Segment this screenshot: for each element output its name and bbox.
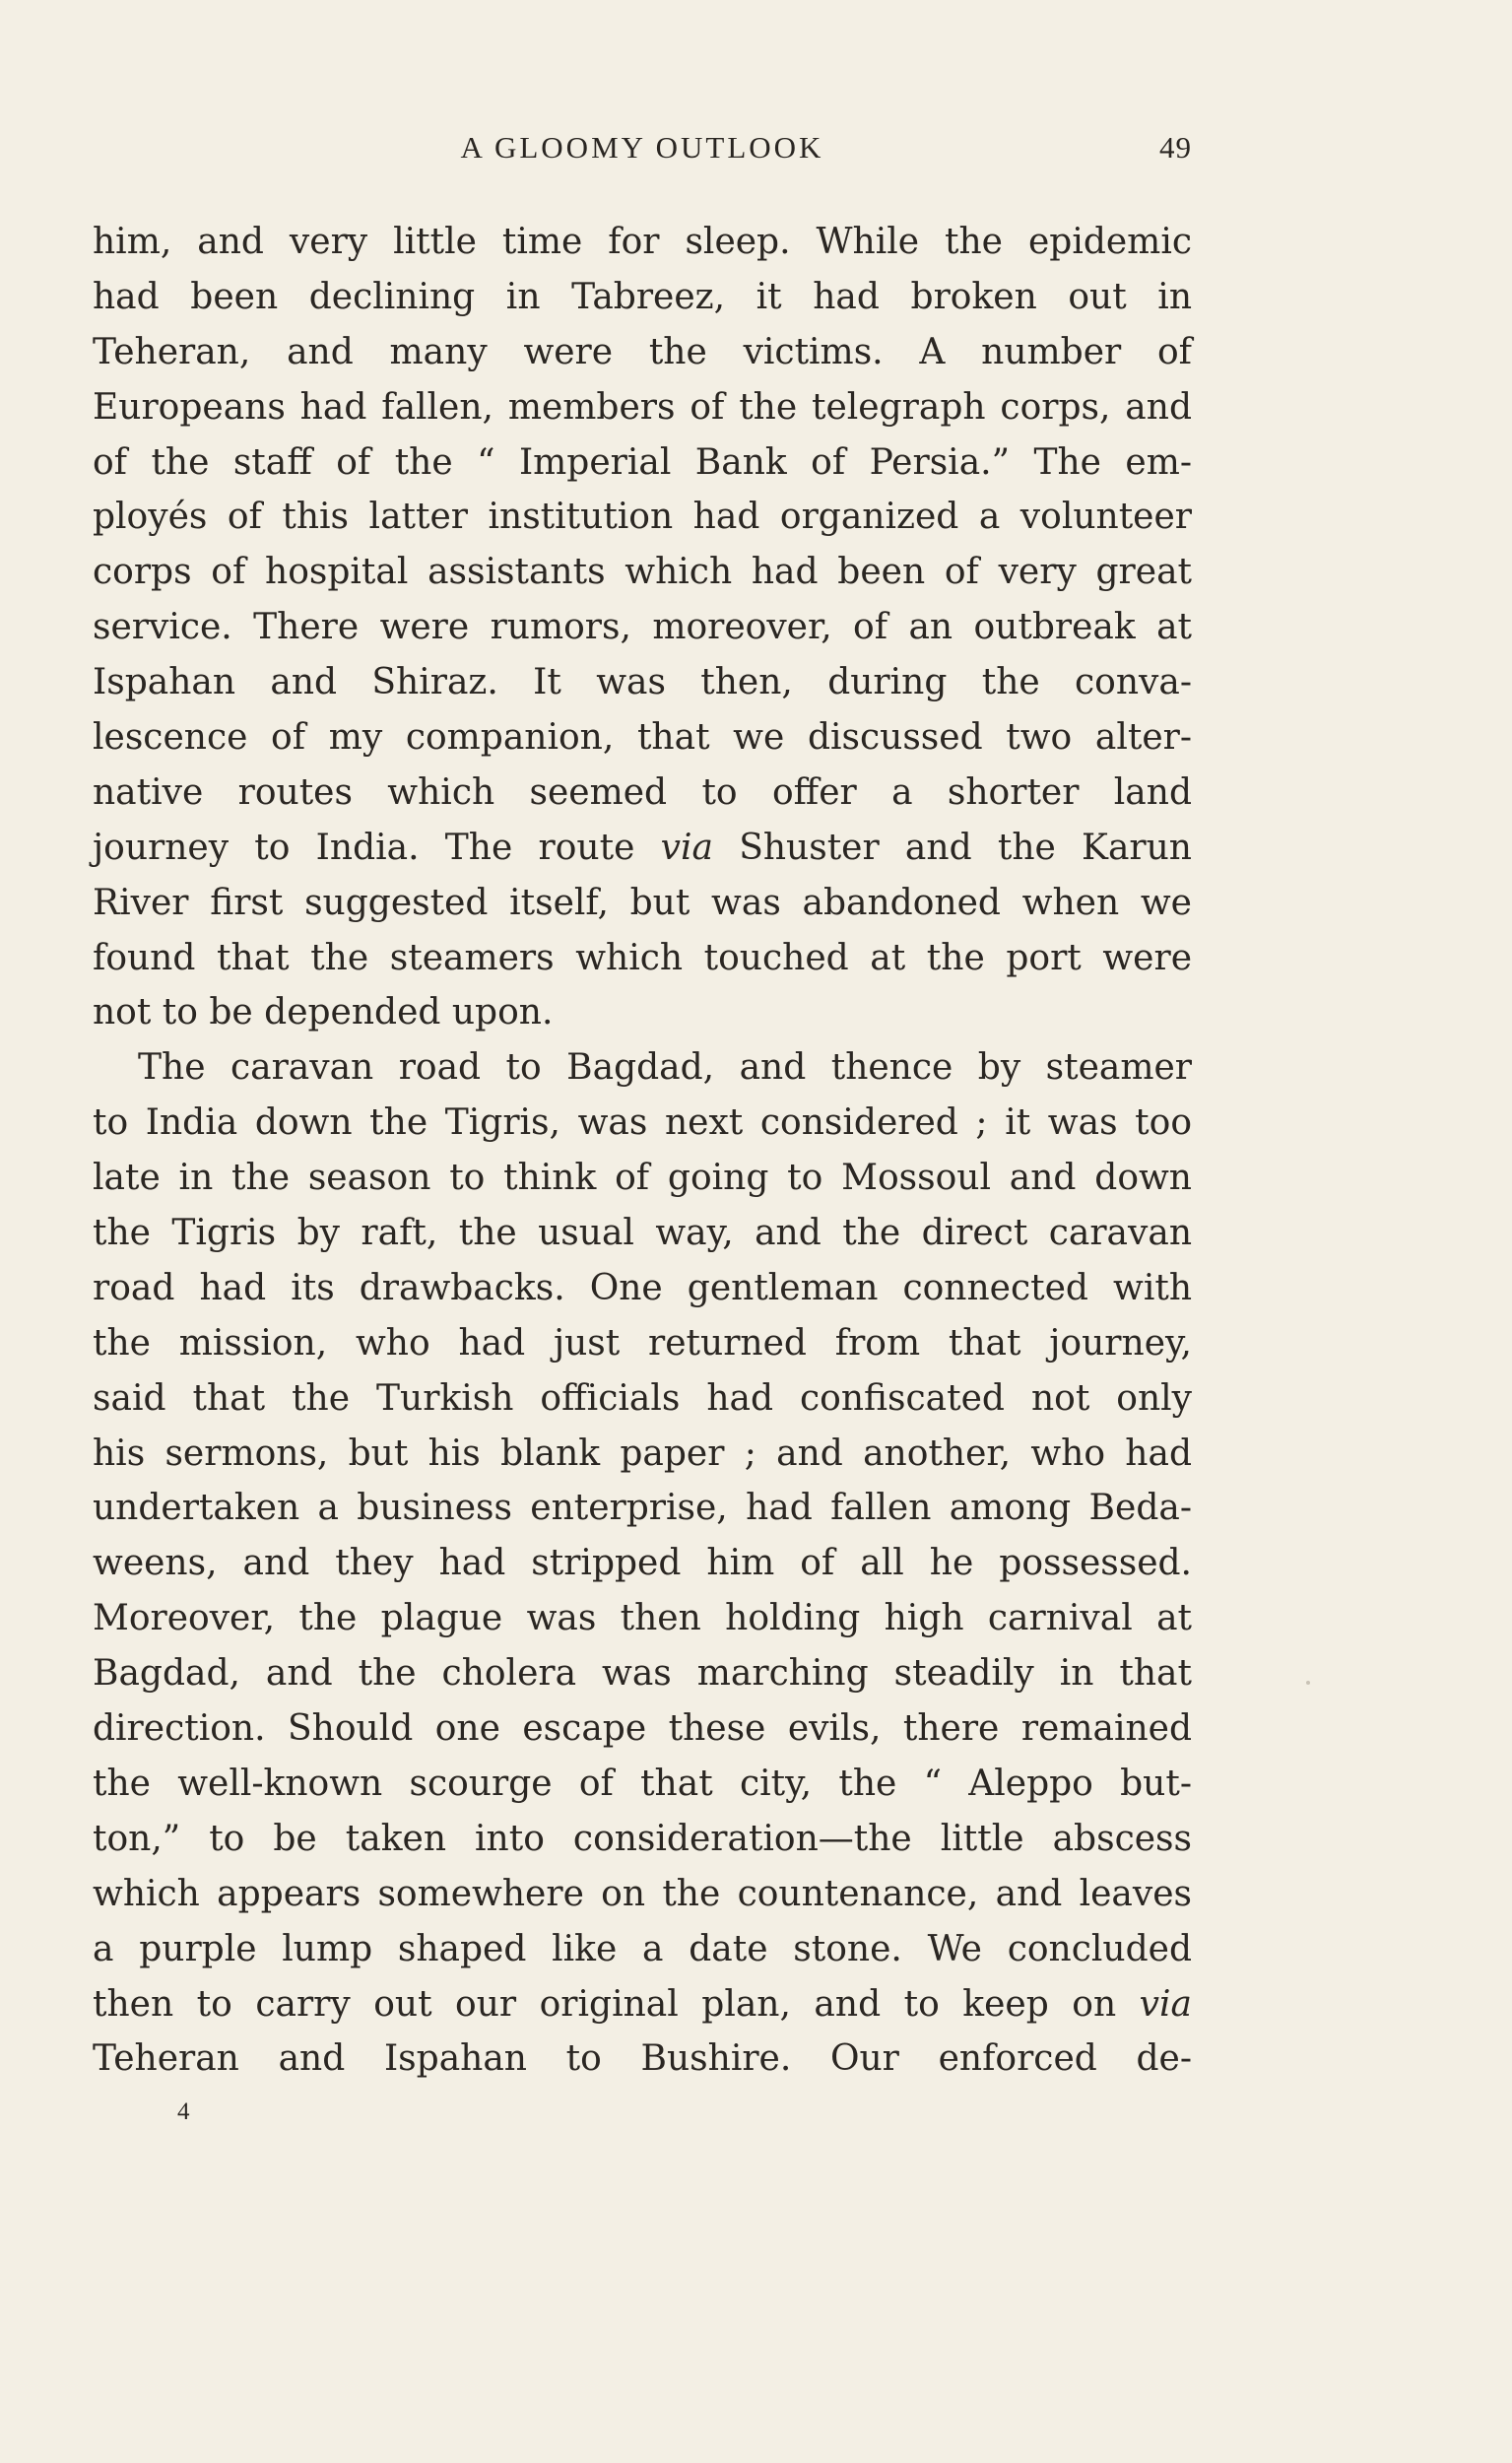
text-line-28: direction. Should one escape these evils, there remained: [93, 1708, 1192, 1750]
text-line-9: Ispahan and Shiraz. It was then, during the conva-: [93, 662, 1192, 703]
signature-mark: 4: [177, 2098, 190, 2125]
text-line-2: had been declining in Tabreez, it had broken out in: [93, 276, 1192, 317]
text-line-22: said that the Turkish officials had confiscated not only: [93, 1377, 1192, 1419]
running-title: A GLOOMY OUTLOOK: [460, 130, 824, 165]
page-number: 49: [1159, 130, 1192, 165]
text-line-3: Teheran, and many were the victims. A number of: [93, 331, 1192, 372]
text-line-7: corps of hospital assistants which had been of very great: [93, 552, 1192, 593]
paper-speck: [1306, 1681, 1310, 1685]
text-line-27: Bagdad, and the cholera was marching steadily in that: [93, 1653, 1192, 1695]
body-text: [93, 215, 1192, 2087]
text-line-32: a purple lump shaped like a date stone. We concluded: [93, 1928, 1192, 1969]
text-line-5: of the staff of the “ Imperial Bank of Persia.” The em-: [93, 441, 1192, 483]
text-line-4: Europeans had fallen, members of the telegraph corps, and: [93, 386, 1192, 428]
text-line-14: found that the steamers which touched at the port were: [93, 937, 1192, 978]
text-line-6: ployés of this latter institution had organized a volunteer: [93, 497, 1192, 538]
text-line-11: native routes which seemed to offer a shorter land: [93, 771, 1192, 813]
text-line-30: ton,” to be taken into consideration—the little abscess: [93, 1818, 1192, 1859]
italic-via: via: [1139, 1983, 1192, 2025]
text-line-16: The caravan road to Bagdad, and thence by steamer: [138, 1047, 1192, 1089]
running-head: [93, 130, 1192, 169]
text-line-31: which appears somewhere on the countenance, and leaves: [93, 1873, 1192, 1914]
text-line-8: service. There were rumors, moreover, of an outbreak at: [93, 607, 1192, 648]
text-line-24: undertaken a business enterprise, had fallen among Beda-: [93, 1488, 1192, 1529]
text-line-18: late in the season to think of going to Mossoul and down: [93, 1158, 1192, 1199]
text-line-17: to India down the Tigris, was next considered ; it was too: [93, 1102, 1192, 1144]
text-line-23: his sermons, but his blank paper ; and another, who had: [93, 1432, 1192, 1474]
text-line-20: road had its drawbacks. One gentleman connected with: [93, 1267, 1192, 1308]
text-line-12: journey to India. The route via Shuster and the Karun: [93, 827, 1192, 868]
text-line-25: weens, and they had stripped him of all he possessed.: [93, 1543, 1192, 1584]
text-line-29: the well-known scourge of that city, the “ Aleppo but-: [93, 1763, 1192, 1804]
italic-via: via: [660, 827, 713, 868]
text-line-19: the Tigris by raft, the usual way, and the direct caravan: [93, 1213, 1192, 1254]
text-line-10: lescence of my companion, that we discussed two alter-: [93, 717, 1192, 759]
text-line-26: Moreover, the plague was then holding high carnival at: [93, 1598, 1192, 1639]
text-line-33: then to carry out our original plan, and to keep on via: [93, 1983, 1192, 2025]
text-line-13: River first suggested itself, but was abandoned when we: [93, 882, 1192, 923]
text-line-15: not to be depended upon.: [93, 992, 554, 1033]
text-line-1: him, and very little time for sleep. While the epidemic: [93, 222, 1192, 262]
text-line-21: the mission, who had just returned from that journey,: [93, 1322, 1192, 1364]
text-line-34: Teheran and Ispahan to Bushire. Our enforced de-: [93, 2038, 1192, 2080]
